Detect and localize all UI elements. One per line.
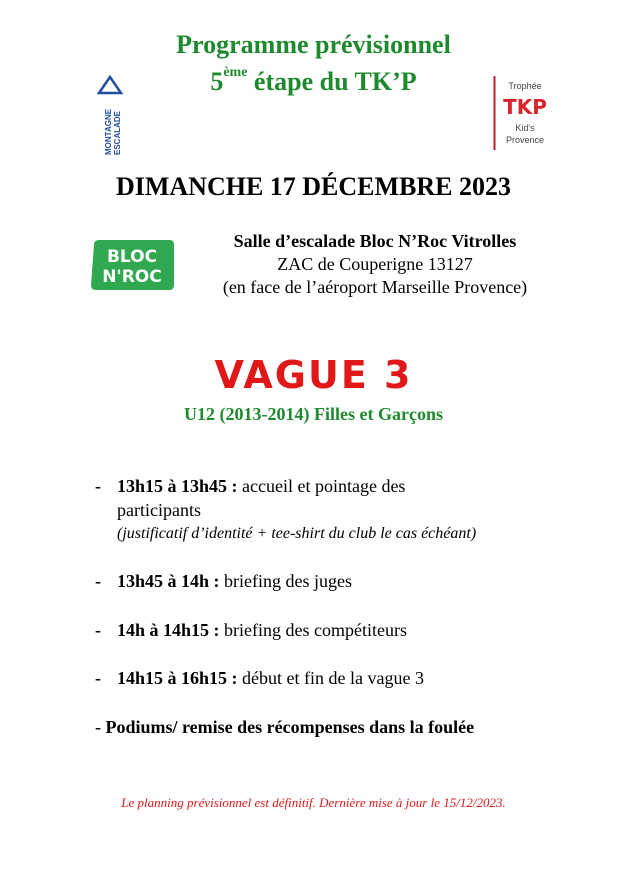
schedule-item [95, 474, 565, 546]
schedule-time: 14h à 14h15 : [117, 620, 220, 640]
ffme-logo-text-2: ESCALADE [113, 110, 122, 155]
footer-note: Le planning prévisionnel est définitif. Dernière mise à jour le 15/12/2023. [121, 795, 506, 810]
schedule-item [95, 618, 407, 642]
wave-category: U12 (2013-2014) Filles et Garçons [184, 404, 443, 424]
ffme-logo [97, 73, 123, 157]
schedule-time: 14h15 à 16h15 : [117, 668, 238, 688]
venue-address: ZAC de Couperigne 13127 [277, 254, 473, 274]
stage-ordinal: ème [223, 65, 248, 81]
schedule-note: (justificatif d’identité + tee-shirt du club le cas échéant) [117, 525, 477, 542]
schedule-time: 13h15 à 13h45 : [117, 476, 238, 496]
program-title: Programme prévisionnel [176, 30, 451, 59]
bloc-nroc-logo [88, 237, 176, 294]
schedule-text: début et fin de la vague 3 [237, 668, 424, 688]
schedule-text-continued: participants [117, 500, 201, 520]
stage-number: 5 [210, 67, 224, 96]
schedule-text: accueil et pointage des [237, 476, 406, 496]
list-dash: - [95, 620, 101, 640]
podium-item: - Podiums/ remise des récompenses dans la foulée [95, 717, 475, 737]
list-dash: - [95, 571, 101, 591]
tkp-kids: Kid's [515, 123, 535, 133]
list-dash: - [95, 476, 101, 496]
wave-title: VAGUE 3 [214, 353, 413, 397]
tkp-main: TKP [503, 95, 547, 119]
schedule-text: briefing des compétiteurs [219, 620, 407, 640]
event-date: DIMANCHE 17 DÉCEMBRE 2023 [115, 172, 512, 201]
list-dash: - [95, 668, 101, 688]
bloc-logo-line2: N'ROC [102, 267, 162, 287]
ffme-logo-text-1: MONTAGNE [104, 108, 113, 155]
venue-block [180, 230, 570, 299]
tkp-trophee: Trophée [508, 81, 542, 91]
schedule-time: 13h45 à 14h : [117, 571, 220, 591]
stage-title-rest: étape du TK’P [247, 67, 417, 96]
tkp-provence: Provence [505, 135, 545, 145]
venue-name: Salle d’escalade Bloc N’Roc Vitrolles [233, 231, 517, 251]
tkp-logo [493, 74, 551, 152]
ffme-mountain-icon [99, 77, 121, 93]
schedule-item [95, 569, 352, 593]
bloc-logo-line1: BLOC [106, 247, 158, 267]
schedule-item [95, 666, 424, 690]
schedule-text: briefing des juges [219, 571, 352, 591]
venue-note: (en face de l’aéroport Marseille Provence) [222, 277, 528, 297]
